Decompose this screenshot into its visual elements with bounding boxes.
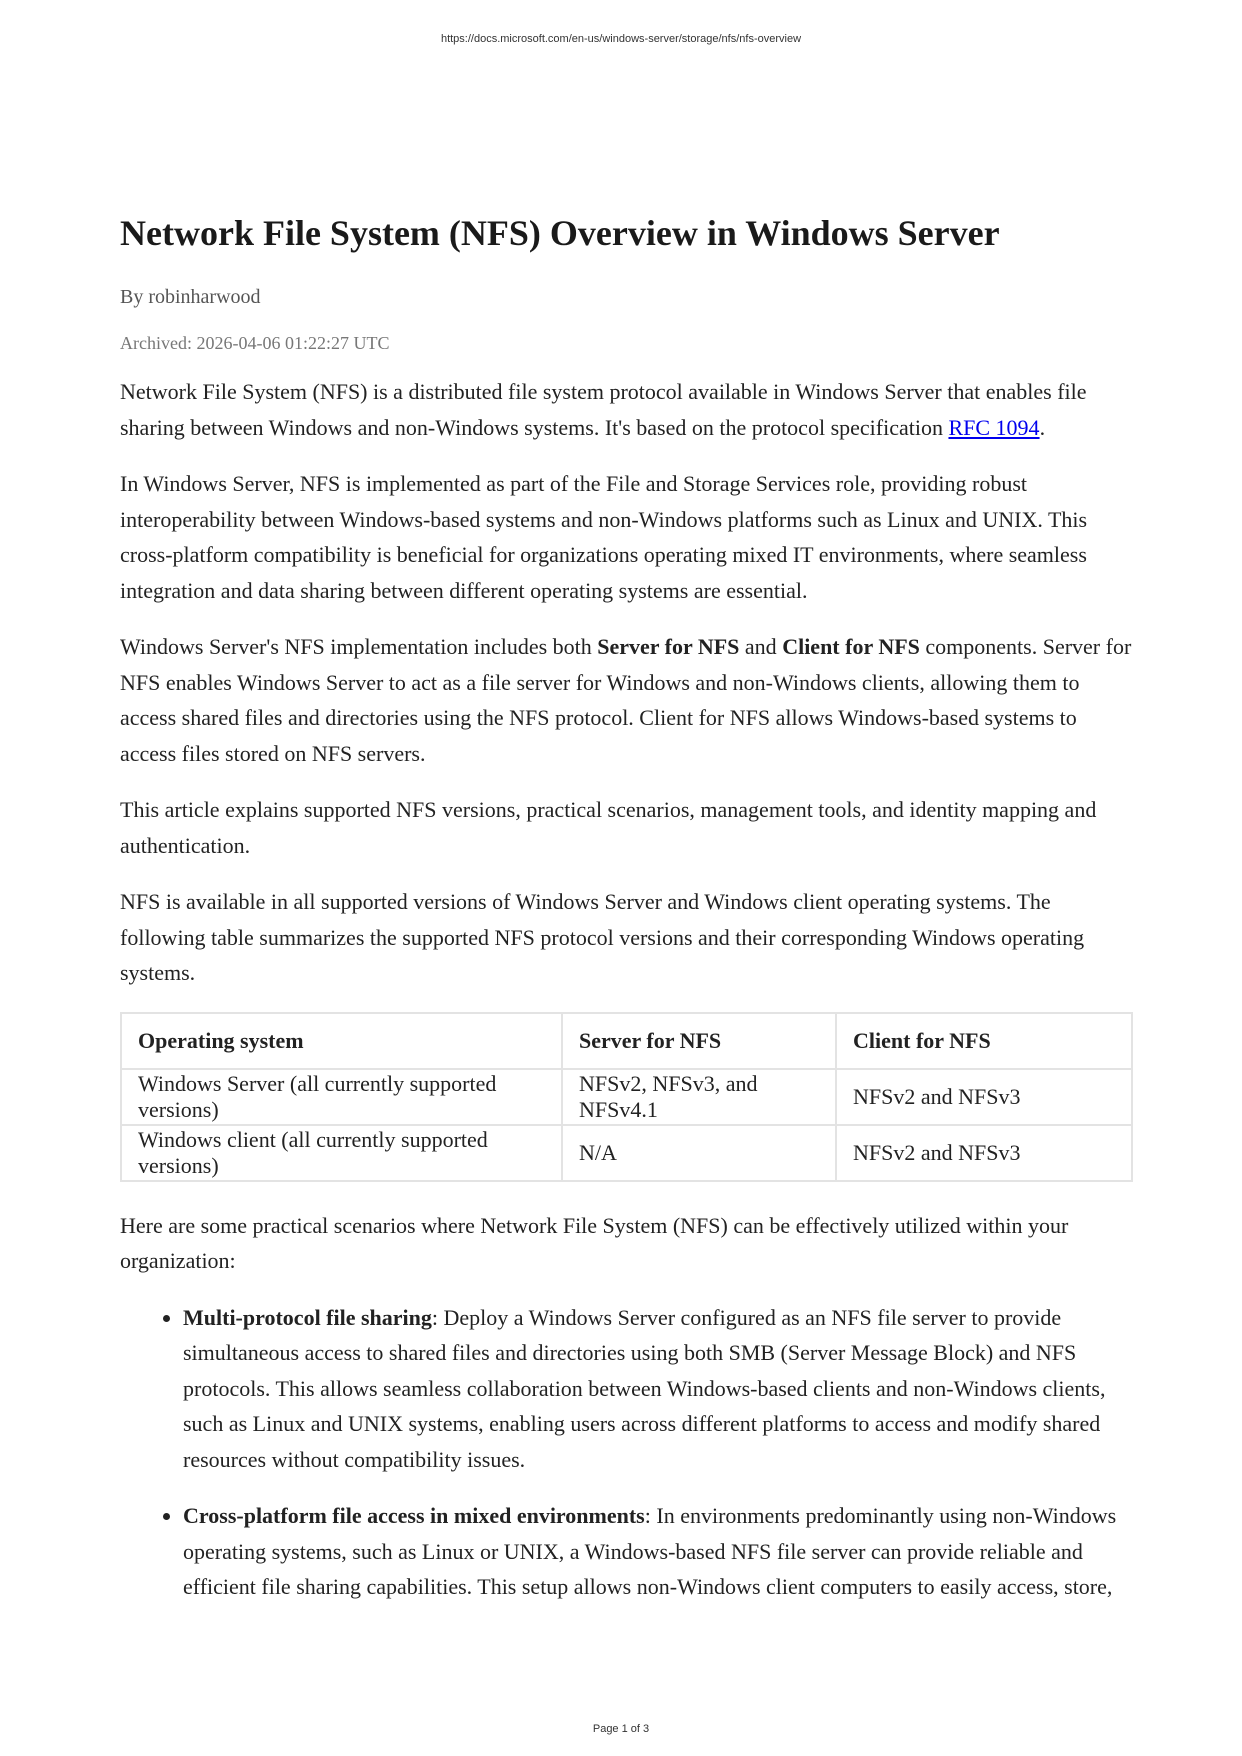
paragraph-components xyxy=(120,629,1133,771)
table-cell: Windows client (all currently supported versions) xyxy=(121,1125,562,1181)
text: and xyxy=(739,634,783,659)
bold-server-for-nfs: Server for NFS xyxy=(597,634,740,659)
table-cell: NFSv2 and NFSv3 xyxy=(836,1125,1132,1181)
page-url-header: https://docs.microsoft.com/en-us/windows-server/storage/nfs/nfs-overview xyxy=(440,33,802,45)
table-row xyxy=(121,1125,1132,1181)
bold-client-for-nfs: Client for NFS xyxy=(782,634,920,659)
list-item xyxy=(183,1498,1133,1605)
table-header: Operating system xyxy=(121,1013,562,1069)
list-item xyxy=(183,1300,1133,1478)
intro-text: Network File System (NFS) is a distributed file system protocol available in Windows Server that enables file sharing between Windows and non-Windows systems. It's based on the protocol specification xyxy=(120,379,1087,440)
table-header: Client for NFS xyxy=(836,1013,1132,1069)
paragraph-availability: NFS is available in all supported versions of Windows Server and Windows client operating systems. The following table summarizes the supported NFS protocol versions and their corresponding Windows operating systems. xyxy=(120,889,1085,985)
scenarios-list xyxy=(120,1300,1133,1605)
table-cell: Windows Server (all currently supported versions) xyxy=(121,1069,562,1125)
article xyxy=(120,210,1133,1626)
nfs-versions-table xyxy=(120,1012,1133,1182)
list-item-title: Cross-platform file access in mixed environments xyxy=(183,1503,645,1528)
paragraph-scenarios-intro: Here are some practical scenarios where Network File System (NFS) can be effectively utilized within your organization: xyxy=(120,1212,1069,1273)
table-header: Server for NFS xyxy=(562,1013,836,1069)
intro-end: . xyxy=(1039,414,1046,440)
list-item-title: Multi-protocol file sharing xyxy=(183,1304,432,1330)
table-header-row xyxy=(121,1013,1132,1069)
table-cell: NFSv2 and NFSv3 xyxy=(836,1069,1132,1125)
text: Windows Server's NFS implementation includes both xyxy=(120,634,598,659)
paragraph-implementation: In Windows Server, NFS is implemented as part of the File and Storage Services role, providing robust interoperability between Windows-based systems and non-Windows platforms such as Linux and UNIX. This cross-platform compatibility is beneficial for organizations operating mixed IT environments, where seamless integration and data sharing between different operating systems are essential. xyxy=(120,471,1088,603)
list-item-text: : Deploy a Windows Server configured as an NFS file server to provide simultaneous access to shared files and directories using both SMB (Server Message Block) and NFS protocols. This allows seamless collaboration between Windows-based clients and non-Windows clients, such as Linux and UNIX systems, enabling users across different platforms to access and modify shared resources without compatibility issues. xyxy=(183,1304,1106,1472)
paragraph-article-scope: This article explains supported NFS versions, practical scenarios, management tools, and identity mapping and authentication. xyxy=(120,797,1097,858)
page-title: Network File System (NFS) Overview in Windows Server xyxy=(120,213,1000,253)
archived-timestamp: Archived: 2026-04-06 01:22:27 UTC xyxy=(120,333,390,353)
intro-paragraph xyxy=(120,374,1133,445)
table-row xyxy=(121,1069,1132,1125)
rfc-1094-link[interactable]: RFC 1094 xyxy=(948,414,1040,440)
table-cell: N/A xyxy=(562,1125,836,1181)
text: components. Server for NFS enables Windows Server to act as a file server for Windows and non-Windows clients, allowing them to access shared files and directories using the NFS protocol. Client for NFS allows Windows-based systems to access files stored on NFS servers. xyxy=(120,634,1132,766)
table-cell: NFSv2, NFSv3, and NFSv4.1 xyxy=(562,1069,836,1125)
list-item-text: : In environments predominantly using non-Windows operating systems, such as Linux or UNIX, a Windows-based NFS file server can provide reliable and efficient file sharing capabilities. This setup allows non-Windows client computers to easily access, store, xyxy=(183,1503,1117,1599)
page-number: Page 1 of 3 xyxy=(592,1723,650,1735)
author-byline: By robinharwood xyxy=(120,286,261,308)
